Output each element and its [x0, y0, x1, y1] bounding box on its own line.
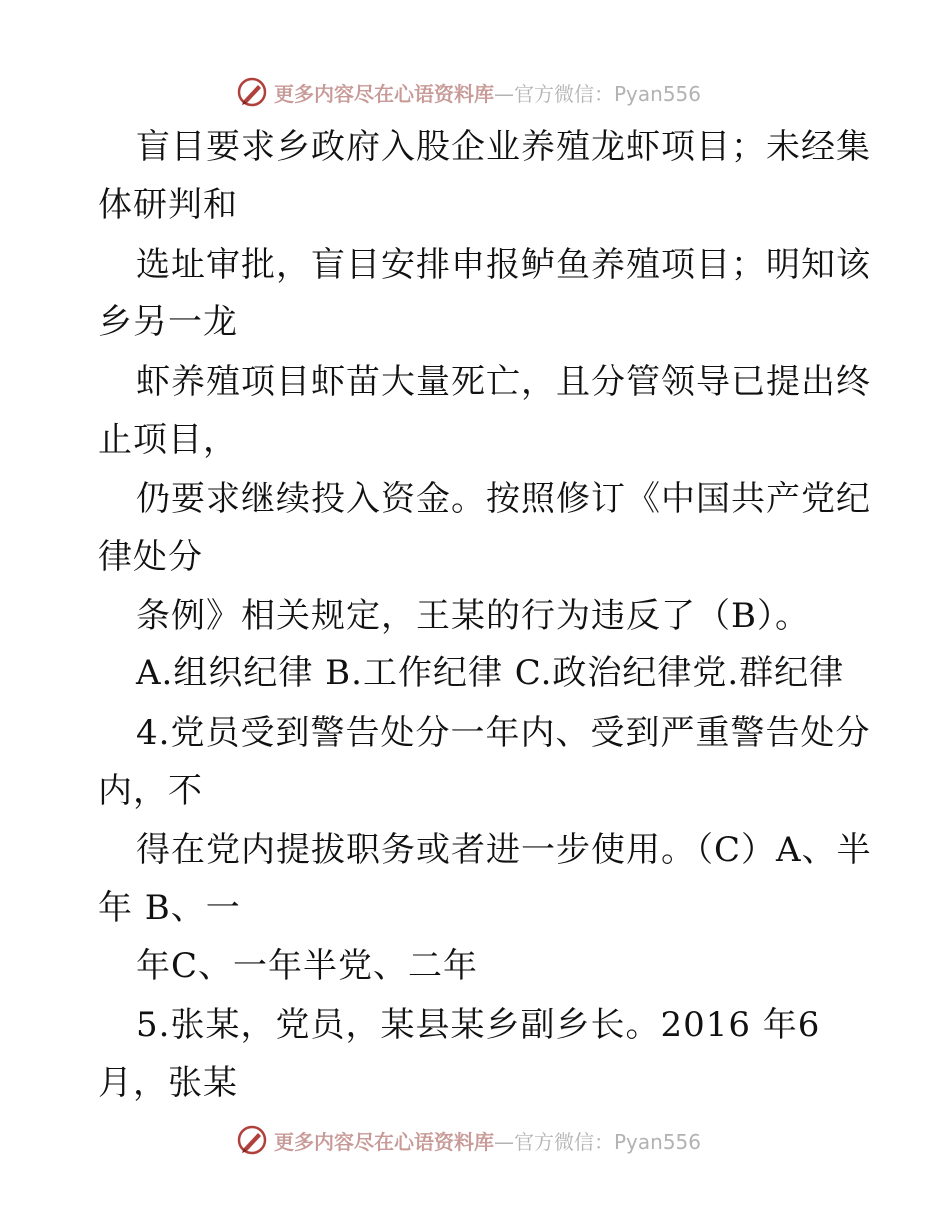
- watermark-site-text: 更多内容尽在心语资料库: [274, 1129, 494, 1154]
- text-line: 体研判和: [98, 185, 238, 225]
- text-line: 月，张某: [98, 1063, 238, 1103]
- text-line: 5.张某，党员，某县某乡副乡长。2016 年6: [136, 1005, 821, 1045]
- text-line: 年C、一年半党、二年: [136, 946, 479, 986]
- watermark-contact-text: —官方微信：Pyan556: [494, 1129, 702, 1154]
- text-line: 内，不: [98, 771, 203, 811]
- footer-watermark: [236, 1122, 701, 1158]
- text-line: 仍要求继续投入资金。按照修订《中国共产党纪: [136, 479, 871, 519]
- text-line: 选址审批，盲目安排申报鲈鱼养殖项目；明知该: [136, 245, 871, 285]
- text-line: 得在党内提拔职务或者进一步使用。（C）A、半: [136, 830, 872, 870]
- text-line: 4.党员受到警告处分一年内、受到严重警告处分: [136, 713, 871, 753]
- text-line: 律处分: [98, 537, 203, 577]
- text-line: 乡另一龙: [98, 302, 238, 342]
- text-line: A.组织纪律 B.工作纪律 C.政治纪律党.群纪律: [136, 653, 845, 693]
- text-line: 条例》相关规定，王某的行为违反了（B）。: [136, 596, 810, 636]
- watermark-contact-text: —官方微信：Pyan556: [494, 81, 702, 106]
- pen-logo-icon: [236, 76, 268, 108]
- watermark-site-text: 更多内容尽在心语资料库: [274, 81, 494, 106]
- text-line: 盲目要求乡政府入股企业养殖龙虾项目；未经集: [136, 127, 871, 167]
- header-watermark: [236, 74, 701, 110]
- text-line: 年 B、一: [98, 888, 241, 928]
- text-line: 虾养殖项目虾苗大量死亡，且分管领导已提出终: [136, 362, 871, 402]
- pen-logo-icon: [236, 1124, 268, 1156]
- text-line: 止项目，: [98, 420, 238, 460]
